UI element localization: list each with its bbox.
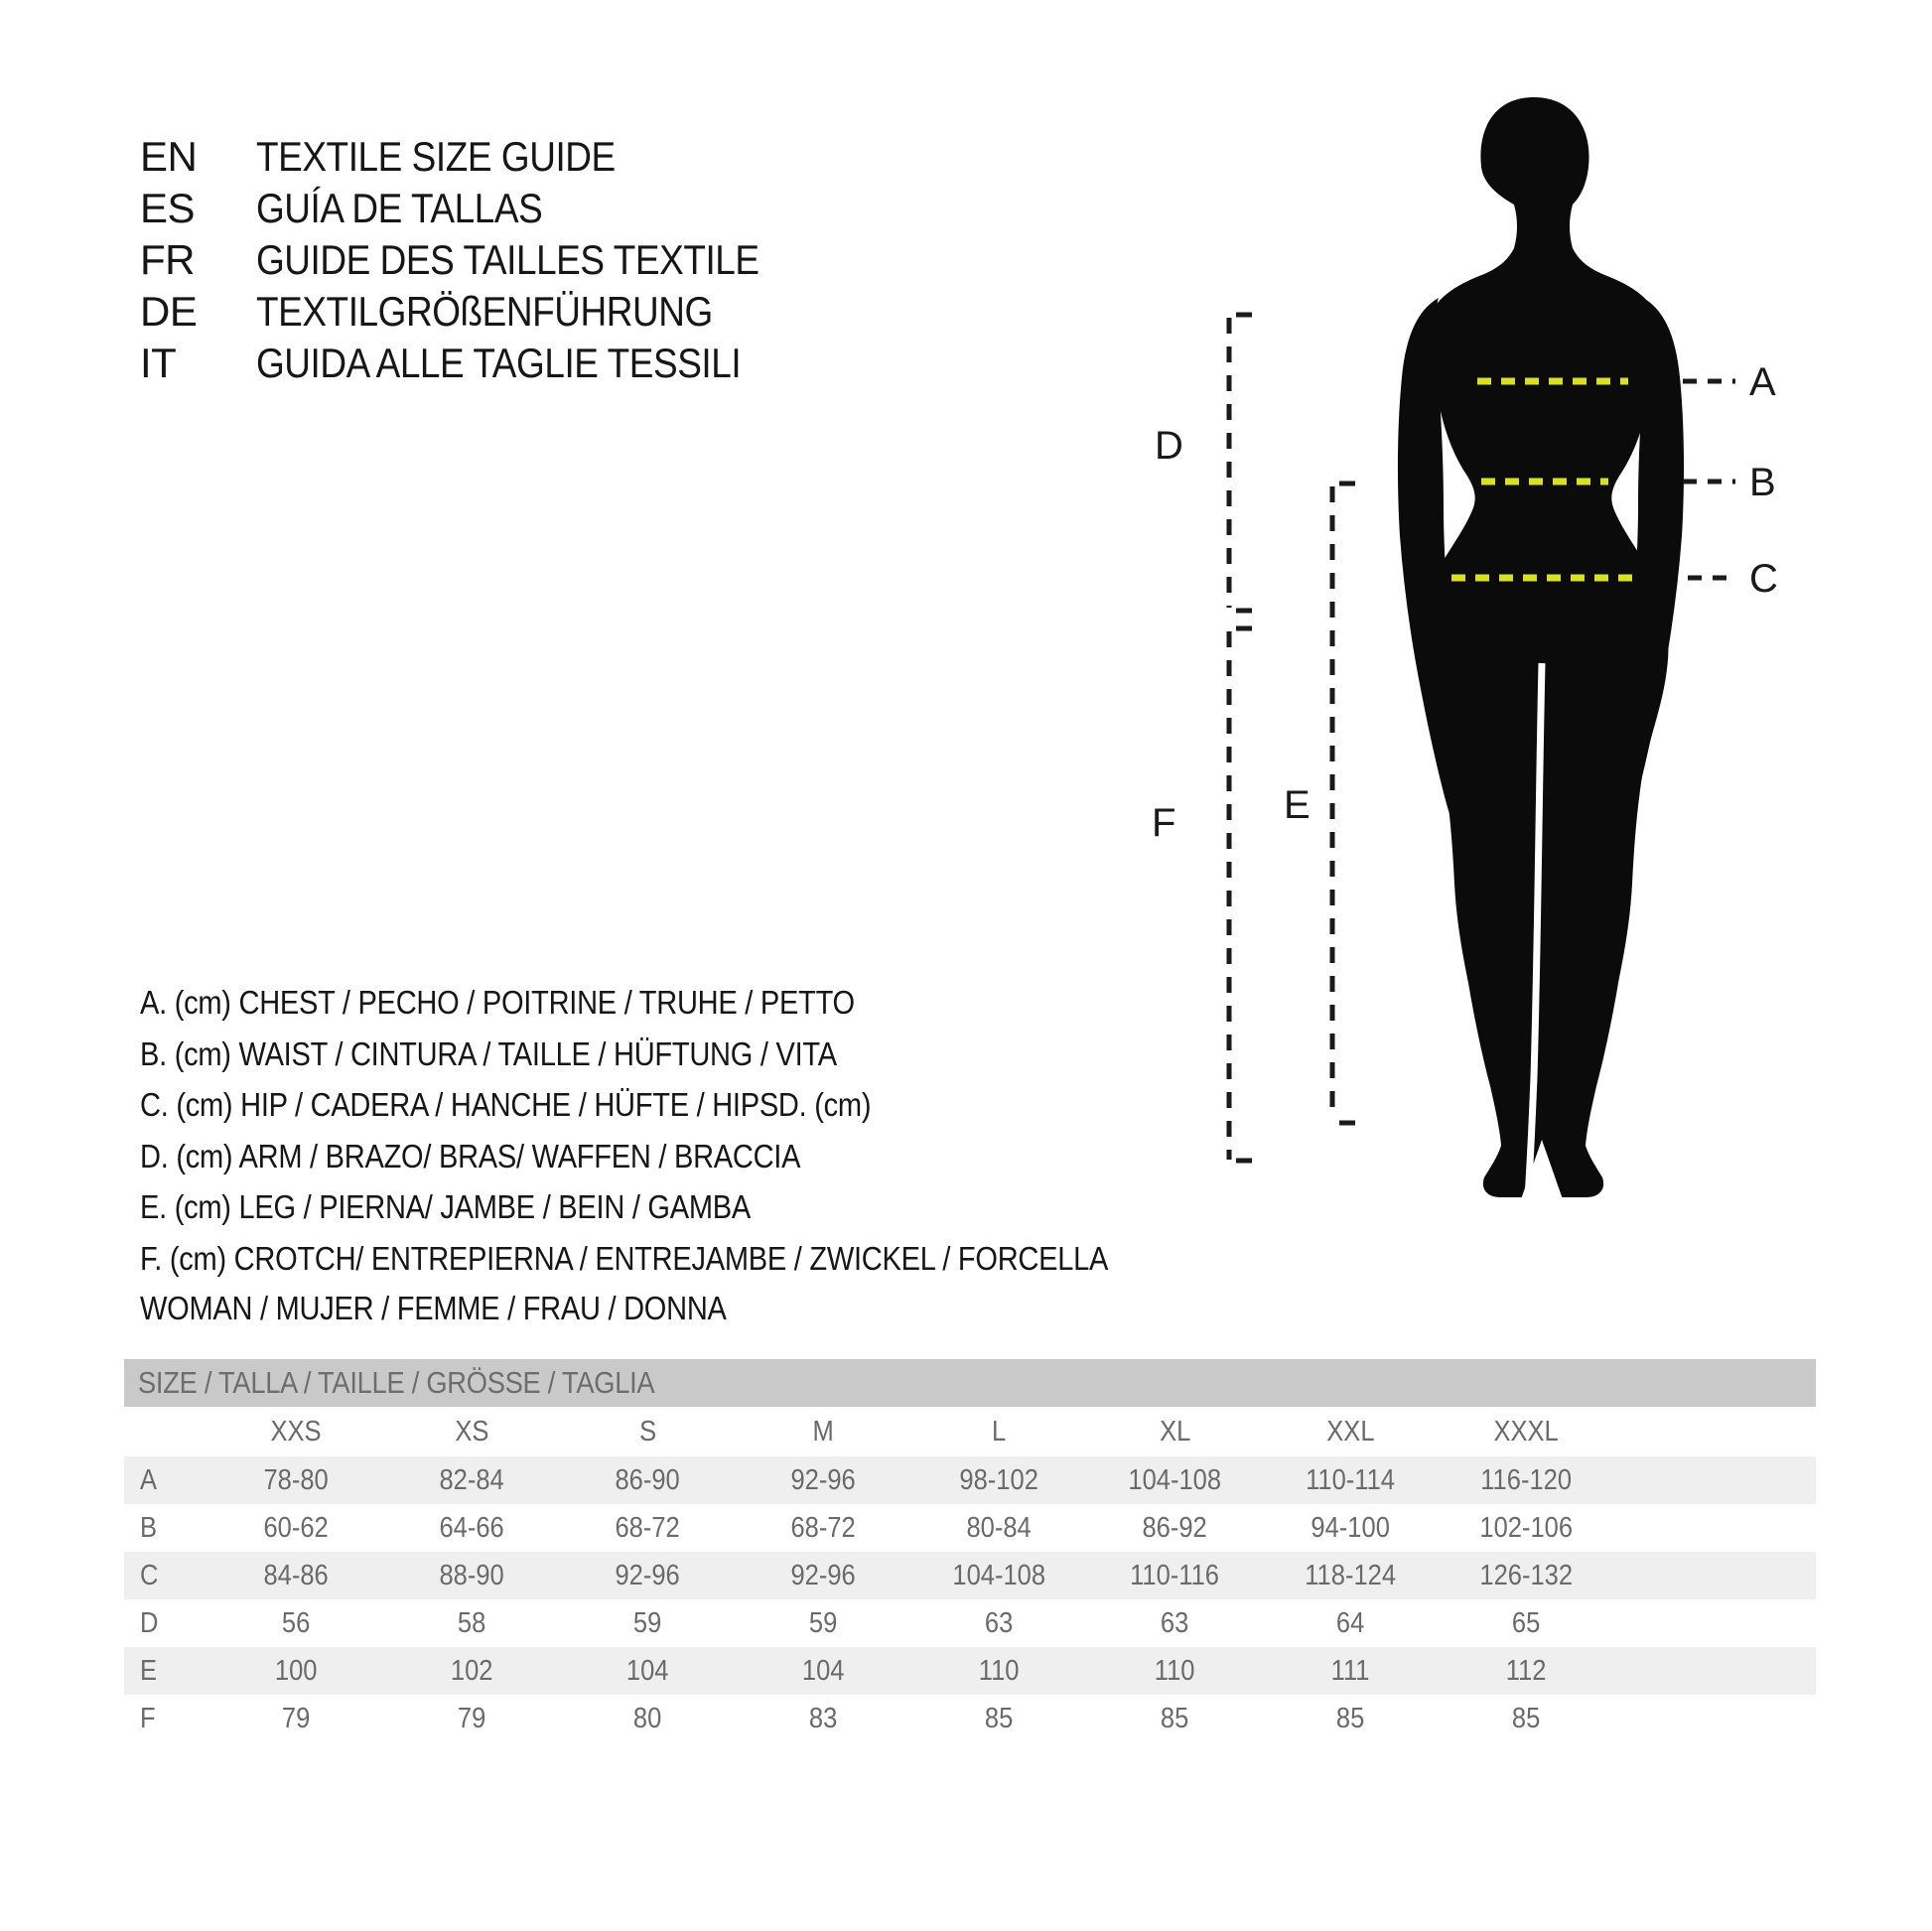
table-cell: 79: [458, 1702, 486, 1734]
row-label: C: [140, 1559, 159, 1591]
size-table-column-headers: [124, 1407, 1816, 1456]
column-header-xxl: XXL: [1326, 1415, 1375, 1448]
language-code: DE: [140, 288, 198, 335]
table-cell: 92-96: [790, 1559, 857, 1591]
row-label: B: [140, 1511, 158, 1544]
size-table-header-bar: [124, 1359, 1816, 1407]
table-cell: 111: [1331, 1654, 1370, 1687]
title-text: GUÍA DE TALLAS: [256, 185, 543, 231]
table-cell: 59: [633, 1606, 662, 1639]
table-cell: 60-62: [263, 1511, 330, 1544]
label-chest: A: [1749, 360, 1776, 404]
table-cell: 68-72: [790, 1511, 857, 1544]
title-text: TEXTILGRÖßENFÜHRUNG: [256, 288, 713, 335]
table-cell: 63: [985, 1606, 1014, 1639]
row-label: F: [140, 1702, 156, 1734]
table-row-arm: [124, 1599, 1816, 1647]
legend-item-waist: B. (cm) WAIST / CINTURA / TAILLE / HÜFTUNG / VITA: [140, 1034, 837, 1072]
table-cell: 118-124: [1305, 1559, 1397, 1591]
legend-item-crotch: F. (cm) CROTCH/ ENTREPIERNA / ENTREJAMBE / ZWICKEL / FORCELLA: [140, 1239, 1109, 1277]
table-cell: 80: [633, 1702, 662, 1734]
table-cell: 104-108: [1128, 1463, 1222, 1496]
table-cell: 104: [802, 1654, 845, 1687]
row-label: E: [140, 1654, 158, 1687]
row-label: D: [140, 1606, 159, 1639]
table-cell: 102-106: [1479, 1511, 1574, 1544]
table-cell: 85: [985, 1702, 1014, 1734]
column-header-l: L: [992, 1415, 1007, 1448]
label-crotch: F: [1152, 801, 1176, 845]
legend-item-chest: A. (cm) CHEST / PECHO / POITRINE / TRUHE / PETTO: [140, 984, 855, 1021]
table-cell: 80-84: [966, 1511, 1033, 1544]
table-cell: 104-108: [952, 1559, 1046, 1591]
table-cell: 68-72: [615, 1511, 681, 1544]
title-row-it: [140, 338, 828, 389]
title-row-en: [140, 131, 828, 183]
title-text: GUIDE DES TAILLES TEXTILE: [256, 236, 759, 283]
table-cell: 110: [1155, 1654, 1195, 1687]
column-header-xl: XL: [1159, 1415, 1191, 1448]
table-cell: 94-100: [1311, 1511, 1391, 1544]
table-cell: 92-96: [790, 1463, 857, 1496]
table-cell: 126-132: [1479, 1559, 1574, 1591]
language-code: ES: [140, 185, 196, 231]
table-cell: 112: [1506, 1654, 1547, 1687]
legend-item-arm: D. (cm) ARM / BRAZO/ BRAS/ WAFFEN / BRACCIA: [140, 1137, 801, 1174]
table-cell: 84-86: [263, 1559, 330, 1591]
table-cell: 98-102: [959, 1463, 1039, 1496]
table-cell: 85: [1161, 1702, 1189, 1734]
title-row-fr: [140, 234, 828, 286]
title-block: [140, 131, 828, 389]
table-cell: 104: [626, 1654, 669, 1687]
table-row-crotch: [124, 1695, 1816, 1742]
title-text: TEXTILE SIZE GUIDE: [256, 133, 616, 180]
measurement-legend: [140, 977, 1240, 1284]
table-cell: 64-66: [439, 1511, 505, 1544]
table-cell: 59: [809, 1606, 838, 1639]
table-cell: 56: [282, 1606, 311, 1639]
column-header-s: S: [638, 1415, 657, 1448]
table-cell: 63: [1161, 1606, 1189, 1639]
label-waist: B: [1749, 461, 1776, 504]
table-cell: 110: [979, 1654, 1020, 1687]
table-cell: 78-80: [263, 1463, 330, 1496]
table-cell: 85: [1336, 1702, 1365, 1734]
label-leg: E: [1284, 783, 1311, 827]
table-cell: 92-96: [615, 1559, 681, 1591]
table-row-hip: [124, 1552, 1816, 1599]
title-text: GUIDA ALLE TAGLIE TESSILI: [256, 340, 742, 386]
table-cell: 86-92: [1142, 1511, 1208, 1544]
title-row-de: [140, 286, 828, 338]
language-code: EN: [140, 133, 198, 180]
table-cell: 100: [275, 1654, 318, 1687]
legend-item-hip: C. (cm) HIP / CADERA / HANCHE / HÜFTE / HIPSD. (cm): [140, 1086, 872, 1123]
table-cell: 110-114: [1306, 1463, 1396, 1496]
size-table-header-text: SIZE / TALLA / TAILLE / GRÖSSE / TAGLIA: [138, 1365, 655, 1400]
column-header-xxs: XXS: [270, 1415, 323, 1448]
table-cell: 88-90: [439, 1559, 505, 1591]
table-cell: 83: [809, 1702, 838, 1734]
size-table: [124, 1359, 1816, 1742]
table-cell: 86-90: [615, 1463, 681, 1496]
column-header-xs: XS: [455, 1415, 489, 1448]
table-cell: 58: [458, 1606, 486, 1639]
table-cell: 116-120: [1480, 1463, 1573, 1496]
audience-line: WOMAN / MUJER / FEMME / FRAU / DONNA: [140, 1290, 727, 1326]
table-cell: 110-116: [1130, 1559, 1220, 1591]
label-arm: D: [1155, 424, 1183, 468]
size-guide-figure: [1122, 60, 1906, 1221]
table-cell: 65: [1512, 1606, 1541, 1639]
title-row-es: [140, 183, 828, 234]
table-cell: 64: [1336, 1606, 1365, 1639]
column-header-m: M: [812, 1415, 835, 1448]
label-hip: C: [1749, 557, 1778, 601]
row-label: A: [140, 1463, 158, 1496]
table-cell: 79: [282, 1702, 311, 1734]
table-row-waist: [124, 1504, 1816, 1552]
table-cell: 85: [1512, 1702, 1541, 1734]
language-code: FR: [140, 236, 195, 283]
table-row-chest: [124, 1456, 1816, 1504]
legend-item-leg: E. (cm) LEG / PIERNA/ JAMBE / BEIN / GAMBA: [140, 1188, 752, 1225]
language-code: IT: [140, 340, 177, 386]
table-row-leg: [124, 1647, 1816, 1695]
table-cell: 102: [451, 1654, 493, 1687]
column-header-xxxl: XXXL: [1493, 1415, 1560, 1448]
table-cell: 82-84: [439, 1463, 505, 1496]
